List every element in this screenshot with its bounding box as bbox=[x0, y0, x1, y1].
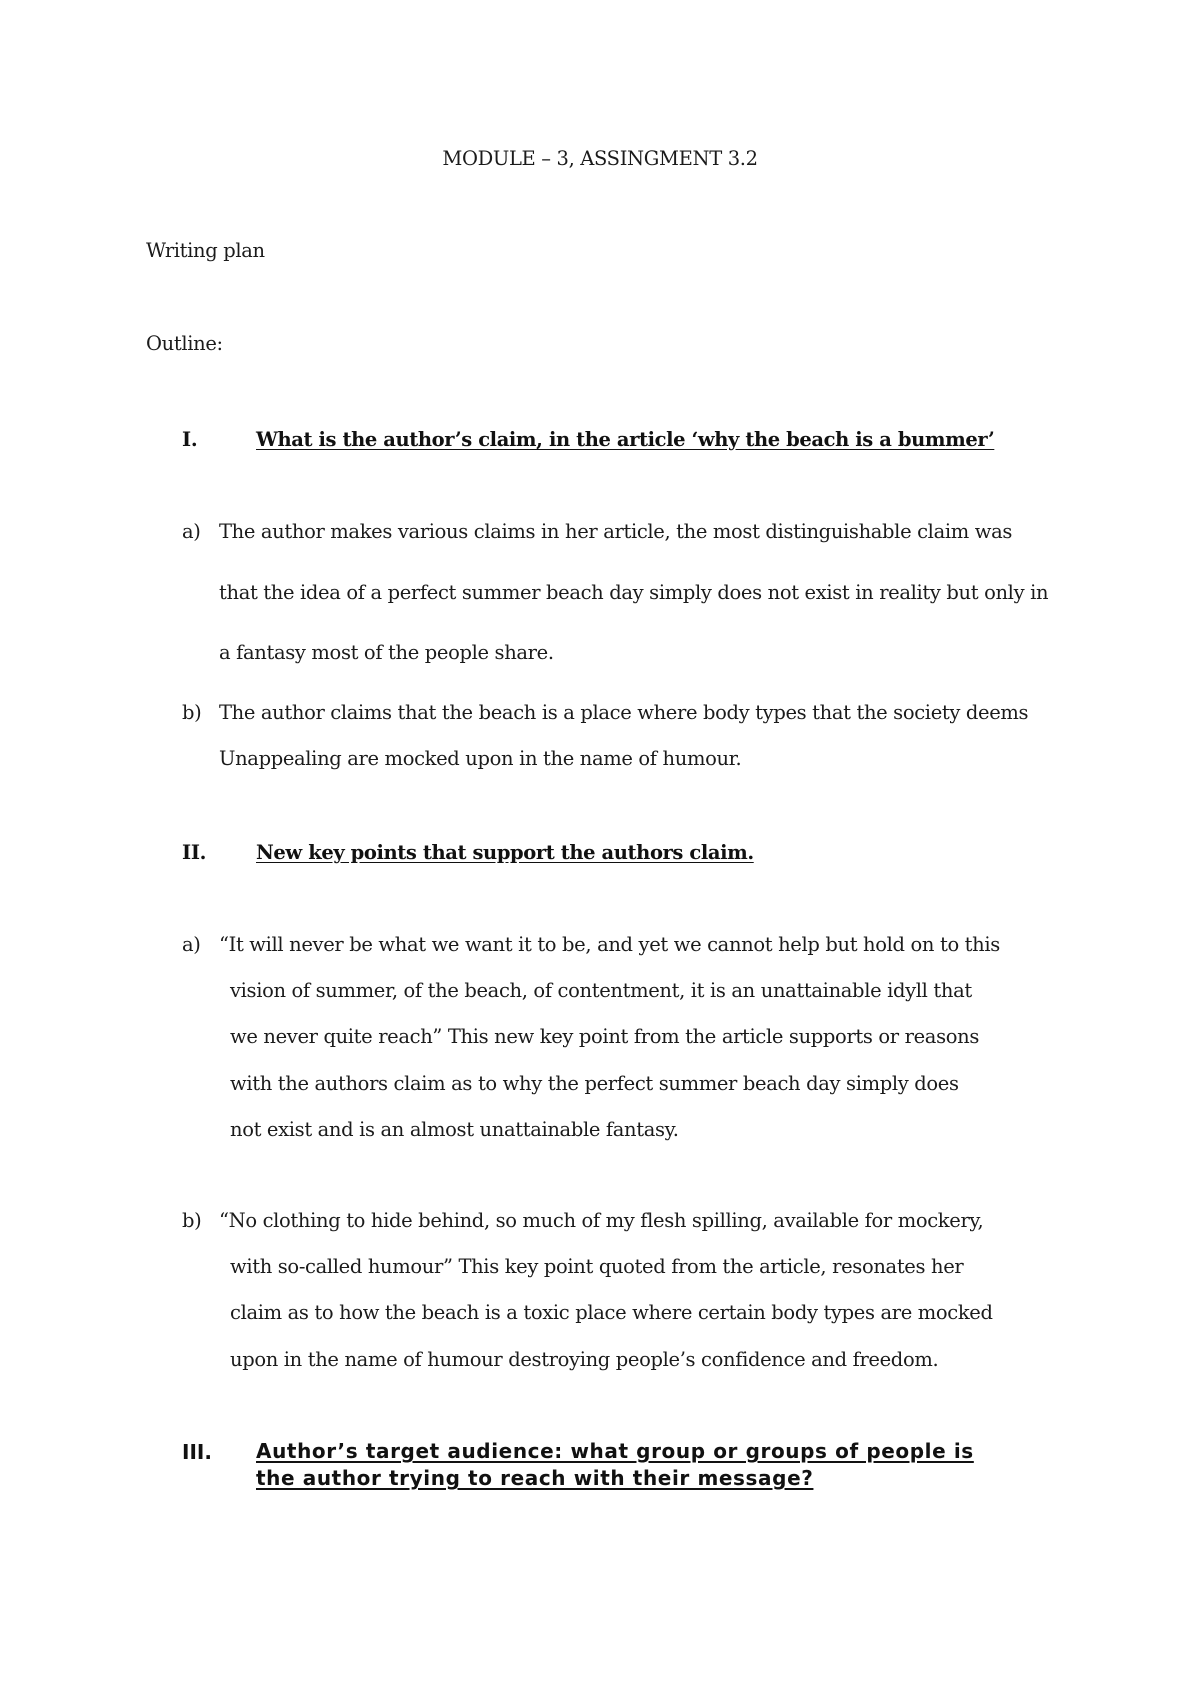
document-title: MODULE – 3, ASSINGMENT 3.2 bbox=[442, 147, 758, 170]
item-line: that the idea of a perfect summer beach day simply does not exist in reality but only in bbox=[219, 581, 1049, 604]
outline-label: Outline: bbox=[146, 332, 223, 355]
item-marker: b) bbox=[182, 1209, 202, 1232]
section-number: II. bbox=[182, 841, 207, 864]
item-line: with the authors claim as to why the perfect summer beach day simply does bbox=[230, 1072, 959, 1095]
item-line: vision of summer, of the beach, of contentment, it is an unattainable idyll that bbox=[230, 979, 972, 1002]
writing-plan-label: Writing plan bbox=[146, 239, 265, 262]
item-line: with so-called humour” This key point quoted from the article, resonates her bbox=[230, 1255, 964, 1278]
item-line: upon in the name of humour destroying people’s confidence and freedom. bbox=[230, 1348, 939, 1371]
item-line: The author claims that the beach is a place where body types that the society deems bbox=[219, 701, 1029, 724]
item-line: Unappealing are mocked upon in the name of humour. bbox=[219, 747, 742, 770]
section-number: I. bbox=[182, 428, 198, 451]
item-marker: b) bbox=[182, 701, 202, 724]
section-heading-line: Author’s target audience: what group or groups of people is bbox=[256, 1439, 974, 1463]
item-line: “It will never be what we want it to be, and yet we cannot help but hold on to this bbox=[219, 933, 1000, 956]
item-line: a fantasy most of the people share. bbox=[219, 641, 554, 664]
item-line: claim as to how the beach is a toxic place where certain body types are mocked bbox=[230, 1301, 993, 1324]
section-heading: What is the author’s claim, in the article ‘why the beach is a bummer’ bbox=[256, 428, 995, 451]
section-heading: New key points that support the authors claim. bbox=[256, 841, 754, 864]
item-marker: a) bbox=[182, 933, 201, 956]
item-line: The author makes various claims in her article, the most distinguishable claim was bbox=[219, 520, 1012, 543]
item-line: “No clothing to hide behind, so much of my flesh spilling, available for mockery, bbox=[219, 1209, 984, 1232]
item-marker: a) bbox=[182, 520, 201, 543]
item-line: we never quite reach” This new key point from the article supports or reasons bbox=[230, 1025, 979, 1048]
section-heading-line: the author trying to reach with their message? bbox=[256, 1466, 814, 1490]
section-number: III. bbox=[182, 1440, 212, 1464]
item-line: not exist and is an almost unattainable fantasy. bbox=[230, 1118, 679, 1141]
